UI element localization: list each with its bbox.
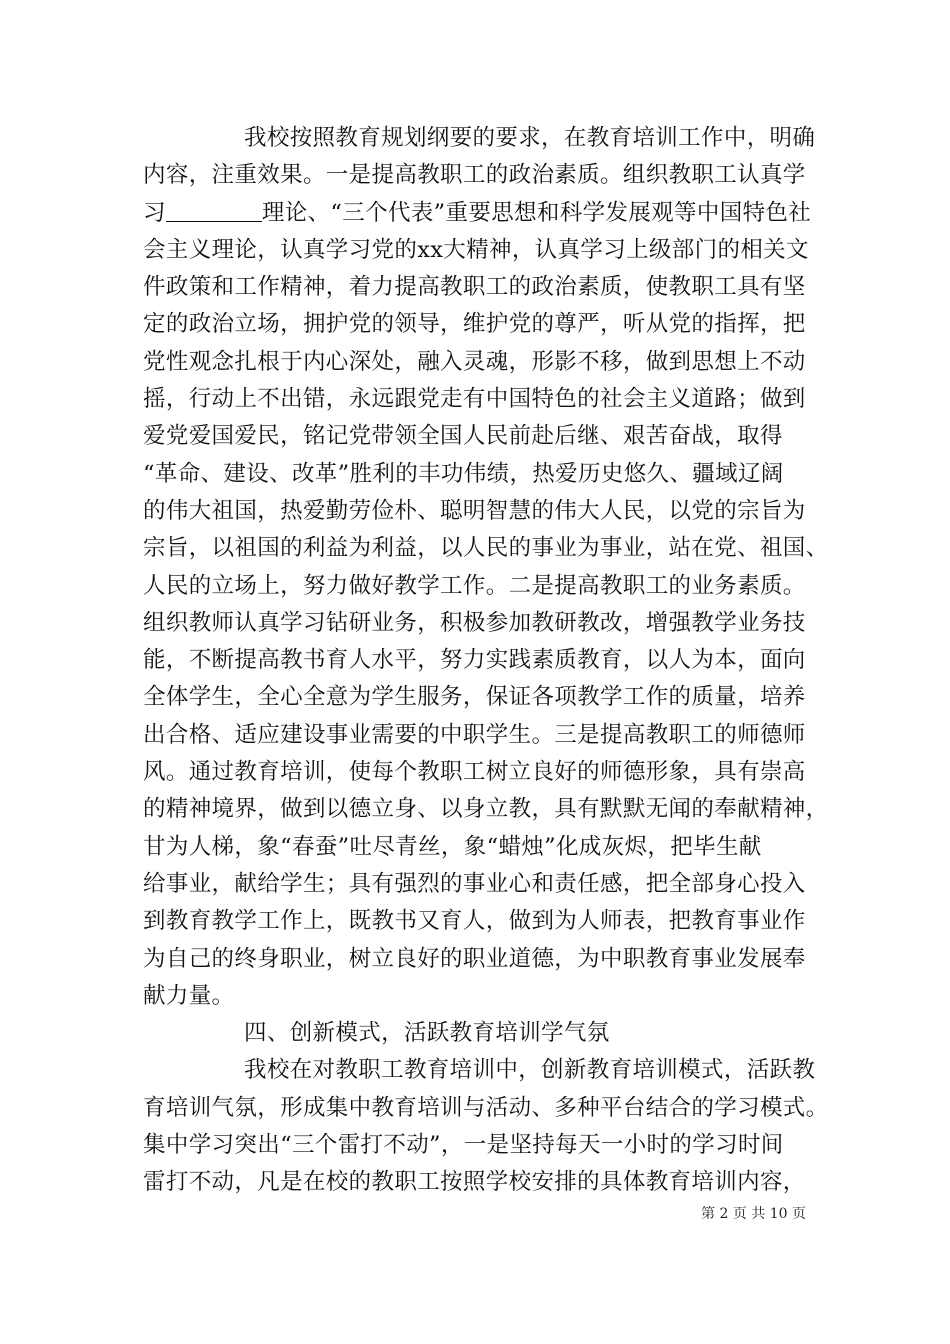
paragraph-line: 爱党爱国爱民，铭记党带领全国人民前赴后继、艰苦奋战，取得: [143, 423, 783, 450]
paragraph-line: [143, 195, 812, 232]
paragraph-line: 的伟大祖国，热爱勤劳俭朴、聪明智慧的伟大人民，以党的宗旨为: [143, 497, 806, 524]
paragraph-line: 定的政治立场，拥护党的领导，维护党的尊严，听从党的指挥，把: [143, 311, 806, 338]
paragraph-line: 育培训气氛，形成集中教育培训与活动、多种平台结合的学习模式。: [143, 1094, 829, 1121]
paragraph-line: 摇，行动上不出错，永远跟党走有中国特色的社会主义道路；做到: [143, 386, 806, 413]
paragraph-line: 给事业，献给学生；具有强烈的事业心和责任感，把全部身心投入: [143, 870, 806, 897]
paragraph-line: 集中学习突出“三个雷打不动”，一是坚持每天一小时的学习时间: [143, 1132, 784, 1159]
paragraph-line: 献力量。: [143, 982, 235, 1009]
paragraph-line: 出合格、适应建设事业需要的中职学生。三是提高教职工的师德师: [143, 721, 806, 748]
paragraph-line: 件政策和工作精神，着力提高教职工的政治素质，使教职工具有坚: [143, 274, 806, 301]
paragraph-line: 党性观念扎根于内心深处，融入灵魂，形影不移，做到思想上不动: [143, 348, 806, 375]
paragraph-line: 组织教师认真学习钻研业务，积极参加教研教改，增强教学业务技: [143, 609, 806, 636]
paragraph-line: 我校按照教育规划纲要的要求，在教育培训工作中，明确: [244, 125, 816, 151]
paragraph-line: 内容，注重效果。一是提高教职工的政治素质。组织教职工认真学: [143, 162, 806, 189]
paragraph-line: 全体学生，全心全意为学生服务，保证各项教学工作的质量，培养: [143, 684, 806, 711]
paragraph-line: 人民的立场上，努力做好教学工作。二是提高教职工的业务素质。: [143, 572, 806, 599]
line-text: 理论、“三个代表”重要思想和科学发展观等中国特色社: [261, 199, 812, 226]
paragraph-line: “革命、建设、改革”胜利的丰功伟绩，热爱历史悠久、疆域辽阔: [143, 460, 784, 487]
fill-in-blank: [166, 201, 262, 222]
paragraph-line: 为自己的终身职业，树立良好的职业道德，为中职教育事业发展奉: [143, 945, 806, 972]
page-number-footer: 第 2 页 共 10 页: [701, 1206, 806, 1222]
paragraph-line: 雷打不动，凡是在校的教职工按照学校安排的具体教育培训内容，: [143, 1169, 806, 1196]
line-text: 习: [143, 199, 166, 226]
section-heading: 四、创新模式，活跃教育培训学气氛: [244, 1020, 610, 1047]
paragraph-line: 甘为人梯，象“春蚕”吐尽青丝，象“蜡烛”化成灰烬，把毕生献: [143, 833, 762, 860]
paragraph-line: 会主义理论，认真学习党的xx大精神，认真学习上级部门的相关文: [143, 236, 809, 263]
paragraph-line: 的精神境界，做到以德立身、以身立教，具有默默无闻的奉献精神，: [143, 796, 829, 823]
paragraph-line: 到教育教学工作上，既教书又育人，做到为人师表，把教育事业作: [143, 908, 806, 935]
paragraph-line: 我校在对教职工教育培训中，创新教育培训模式，活跃教: [244, 1057, 816, 1084]
body-text: [143, 120, 829, 1202]
paragraph-line: 能，不断提高教书育人水平，努力实践素质教育，以人为本，面向: [143, 647, 806, 674]
paragraph-line: 宗旨，以祖国的利益为利益，以人民的事业为事业，站在党、祖国、: [143, 535, 829, 562]
paragraph-line: 风。通过教育培训，使每个教职工树立良好的师德形象，具有崇高: [143, 759, 806, 786]
